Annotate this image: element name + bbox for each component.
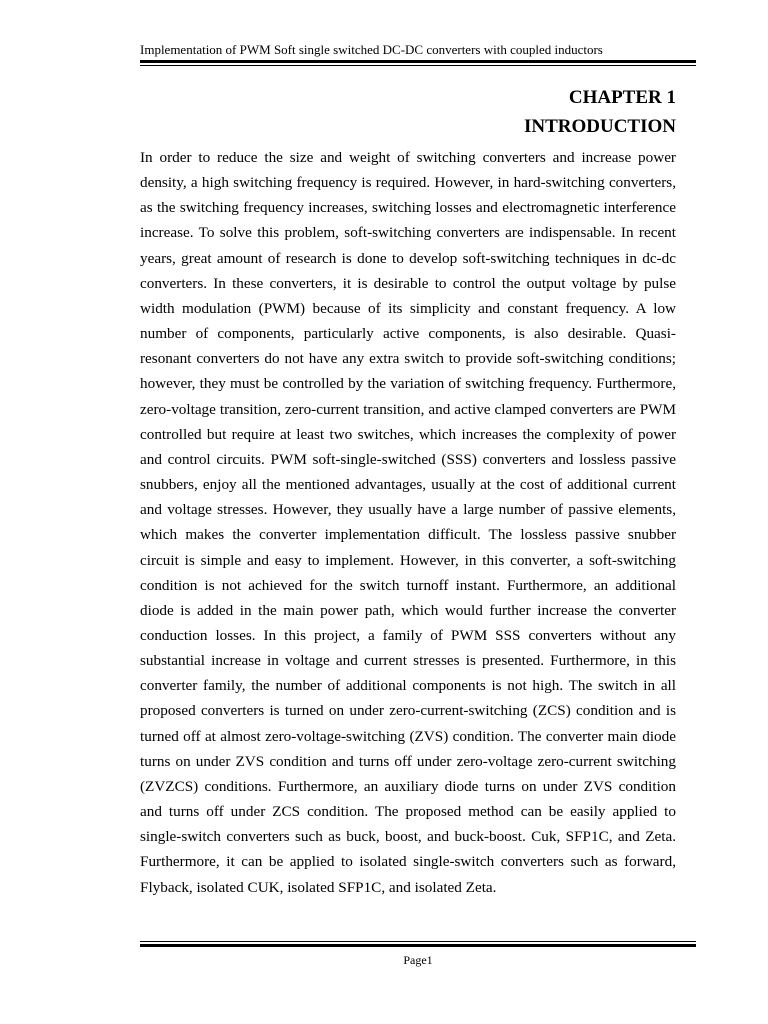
header-rule-thick	[140, 60, 696, 63]
chapter-number: CHAPTER 1	[568, 87, 676, 108]
page-number: Page1	[403, 953, 433, 967]
footer-rule-thin	[140, 941, 696, 942]
footer-rule-thick	[140, 944, 696, 947]
header-rule-thin	[140, 65, 696, 66]
body-paragraph: In order to reduce the size and weight of switching converters and increase power density, a high switching frequency is required. However, in hard-switching converters, as the switching frequency increases, switching losses and electromagnetic interference increase. To solve this problem, soft-switching converters are indispensable. In recent years, great amount of research is done to develop soft-switching techniques in dc-dc converters. In these converters, it is desirable to control the output voltage by pulse width modulation (PWM) because of its simplicity and constant frequency. A low number of components, particularly active components, is also desirable. Quasi-resonant converters do not have any extra switch to provide soft-switching conditions; however, they must be controlled by the variation of switching frequency. Furthermore, zero-voltage transition, zero-current transition, and active clamped converters are PWM controlled but require at least two switches, which increases the complexity of power and control circuits. PWM soft-single-switched (SSS) converters and lossless passive snubbers, enjoy all the mentioned advantages, usually at the cost of additional current and voltage stresses. However, they usually have a large number of passive elements, which makes the converter implementation difficult. The lossless passive snubber circuit is simple and easy to implement. However, in this converter, a soft-switching condition is not achieved for the switch turnoff instant. Furthermore, an additional diode is added in the main power path, which would further increase the converter conduction losses. In this project, a family of PWM SSS converters without any substantial increase in voltage and current stresses is presented. Furthermore, in this converter family, the number of additional components is not high. The switch in all proposed converters is turned on under zero-current-switching (ZCS) condition and is turned off at almost zero-voltage-switching (ZVS) condition. The converter main diode turns on under ZVS condition and turns off under zero-voltage zero-current switching (ZVZCS) conditions. Furthermore, an auxiliary diode turns on under ZVS condition and turns off under ZCS condition. The proposed method can be easily applied to single-switch converters such as buck, boost, and buck-boost. Cuk, SFP1C, and Zeta. Furthermore, it can be applied to isolated single-switch converters such as forward, Flyback, isolated CUK, isolated SFP1C, and isolated Zeta.	[140, 149, 676, 896]
chapter-title: INTRODUCTION	[523, 116, 676, 137]
running-header: Implementation of PWM Soft single switched DC-DC converters with coupled inductors	[140, 42, 603, 57]
